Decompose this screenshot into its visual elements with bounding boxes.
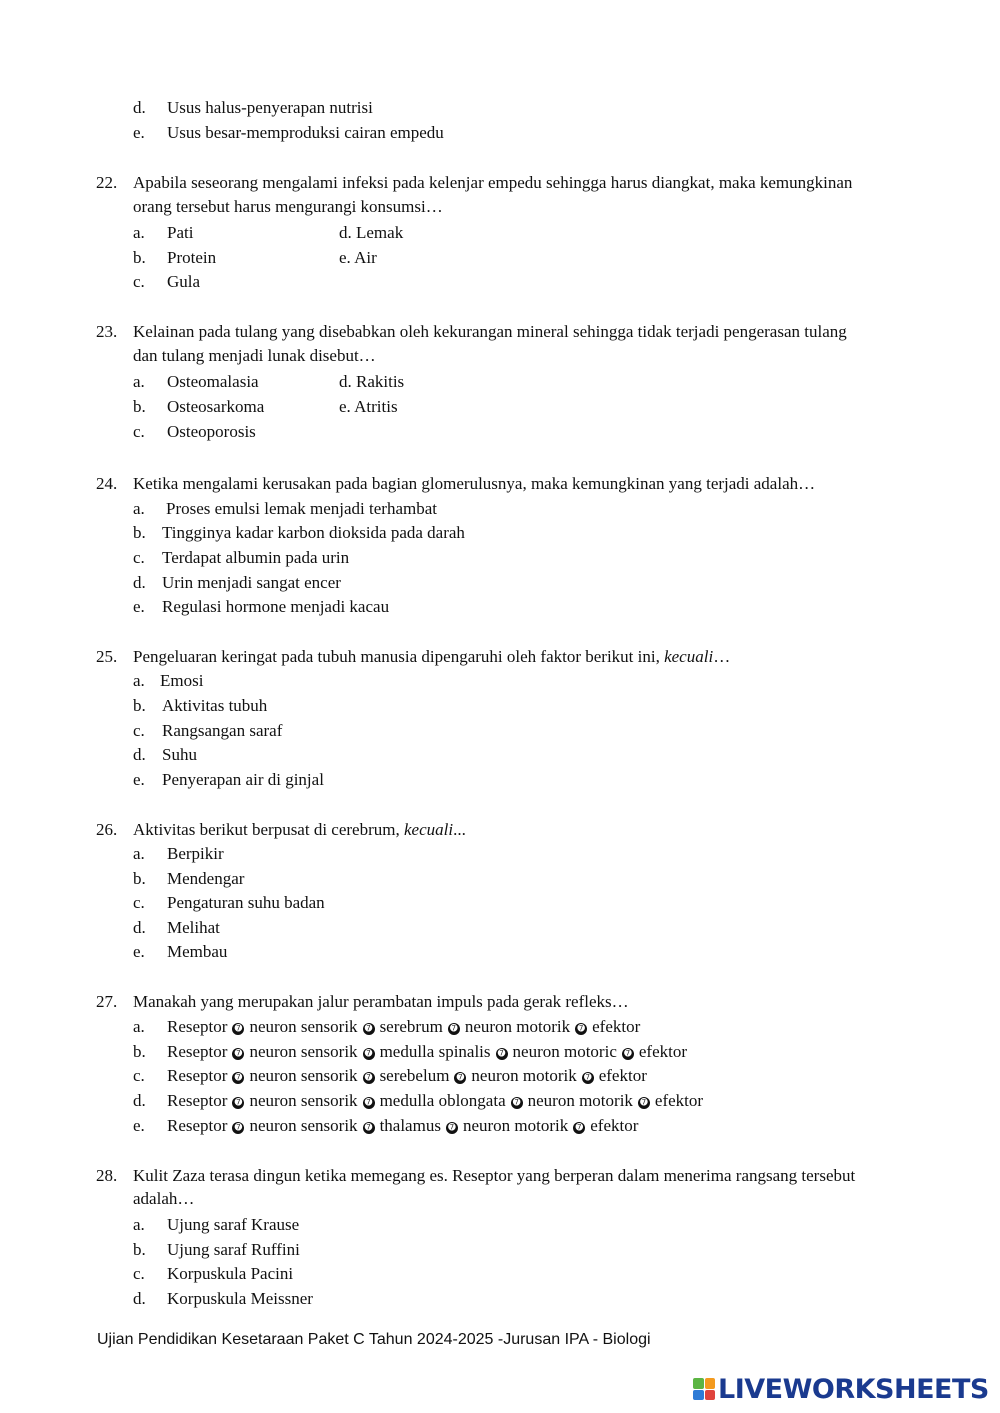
pathway-step: neuron motoric [512,1042,617,1061]
option-text [167,1017,640,1037]
option-text: Terdapat albumin pada urin [162,548,350,567]
pathway-step: serebrum [379,1017,443,1036]
option-letter: e. [133,770,145,789]
option-letter: c. [133,422,145,441]
arrow-icon: ➐ [232,1122,244,1134]
liveworksheets-brand[interactable] [693,1374,989,1404]
option-text: Ujung saraf Ruffini [167,1240,300,1259]
question-number: 27. [96,992,118,1011]
option-text: Korpuskula Pacini [167,1264,294,1283]
arrow-icon: ➐ [232,1023,244,1035]
pathway-step: neuron sensorik [249,1042,358,1061]
option-letter: c. [133,272,145,291]
question-text: orang tersebut harus mengurangi konsumsi… [133,197,443,216]
option-text [167,1042,687,1062]
option-letter: c. [133,893,145,912]
question-text: adalah… [133,1189,195,1208]
option-letter: d. [133,1091,146,1110]
pathway-step: neuron motorik [464,1017,571,1036]
question-text: Apabila seseorang mengalami infeksi pada kelenjar empedu sehingga harus diangkat, maka kemungkinan [133,173,853,192]
pathway-step: Reseptor [167,1017,228,1036]
option-text: Urin menjadi sangat encer [162,573,341,592]
option-letter: d. [133,745,146,764]
option-text: Membau [167,942,228,961]
pathway-step: serebelum [379,1066,450,1085]
option-letter: d. [133,573,146,592]
question-text: Kulit Zaza terasa dingun ketika memegang es. Reseptor yang berperan dalam menerima rangsang tersebut [133,1166,856,1185]
arrow-icon: ➐ [363,1023,375,1035]
pathway-step: efektor [590,1116,639,1135]
option-text: Rangsangan saraf [162,721,283,740]
option-letter: e. [133,1116,145,1135]
option-letter: b. [133,1240,146,1259]
pathway-step: neuron sensorik [249,1091,358,1110]
option-letter: b. [133,523,146,542]
option-text: d. Lemak [339,223,404,242]
arrow-icon: ➐ [496,1048,508,1060]
option-letter: d. [133,98,146,117]
option-letter: a. [133,1215,145,1234]
arrow-icon: ➐ [511,1097,523,1109]
arrow-icon: ➐ [446,1122,458,1134]
question-number: 24. [96,474,118,493]
pathway-step: efektor [592,1017,641,1036]
option-letter: e. [133,942,145,961]
option-text: Penyerapan air di ginjal [162,770,324,789]
option-text: Ujung saraf Krause [167,1215,300,1234]
option-text: Osteosarkoma [167,397,265,416]
question-emphasis: kecuali [403,820,454,839]
arrow-icon: ➐ [573,1122,585,1134]
question-text: dan tulang menjadi lunak disebut… [133,346,376,365]
question-number: 22. [96,173,118,192]
pathway-step: Reseptor [167,1042,228,1061]
option-letter: e. [133,597,145,616]
pathway-step: neuron sensorik [249,1017,358,1036]
arrow-icon: ➐ [363,1097,375,1109]
option-text: Melihat [167,918,220,937]
question-number: 25. [96,647,118,666]
arrow-icon: ➐ [232,1097,244,1109]
option-letter: c. [133,1066,145,1085]
option-letter: a. [133,223,145,242]
question-text: Ketika mengalami kerusakan pada bagian glomerulusnya, maka kemungkinan yang terjadi adalah… [133,474,816,493]
option-text: Proses emulsi lemak menjadi terhambat [166,499,437,518]
pathway-step: Reseptor [167,1116,228,1135]
option-text: Gula [167,272,201,291]
option-text: Osteoporosis [167,422,256,441]
option-letter: d. [133,1289,146,1308]
arrow-icon: ➐ [448,1023,460,1035]
option-letter: a. [133,372,145,391]
arrow-icon: ➐ [232,1072,244,1084]
option-letter: a. [133,844,145,863]
pathway-step: Reseptor [167,1091,228,1110]
option-letter: b. [133,696,146,715]
option-letter: b. [133,248,146,267]
option-text: Tingginya kadar karbon dioksida pada darah [162,523,465,542]
option-text [167,1066,647,1086]
option-text: Usus besar-memproduksi cairan empedu [167,123,444,142]
option-text: Suhu [162,745,197,764]
question-text: Pengeluaran keringat pada tubuh manusia dipengaruhi oleh faktor berikut ini, kecuali… [133,647,731,666]
option-text: Osteomalasia [167,372,259,391]
option-text: Korpuskula Meissner [167,1289,313,1308]
pathway-step: neuron motorik [527,1091,633,1110]
option-text: Berpikir [167,844,224,863]
pathway-step: efektor [654,1091,704,1110]
liveworksheets-logo-icon [693,1378,715,1400]
brand-name: LIVEWORKSHEETS [718,1373,989,1405]
option-letter: a. [133,499,145,518]
option-text: e. Atritis [339,397,398,416]
question-number: 26. [96,820,118,839]
arrow-icon: ➐ [363,1122,375,1134]
pathway-step: thalamus [379,1116,441,1135]
option-letter: c. [133,548,145,567]
option-letter: b. [133,397,146,416]
question-text: Kelainan pada tulang yang disebabkan oleh kekurangan mineral sehingga tidak terjadi pengerasan tulang [133,322,847,341]
option-text: Regulasi hormone menjadi kacau [162,597,390,616]
pathway-step: efektor [638,1042,688,1061]
option-text [167,1116,638,1136]
pathway-step: medulla spinalis [379,1042,491,1061]
question-number: 23. [96,322,118,341]
question-emphasis: kecuali [664,647,714,666]
arrow-icon: ➐ [232,1048,244,1060]
pathway-step: neuron sensorik [249,1066,358,1085]
arrow-icon: ➐ [363,1048,375,1060]
question-text: Aktivitas berikut berpusat di cerebrum, kecuali... [133,820,466,839]
option-letter: c. [133,1264,145,1283]
pathway-step: efektor [598,1066,647,1085]
option-text: Aktivitas tubuh [162,696,268,715]
option-text: Pati [167,223,194,242]
option-text: Emosi [160,671,204,690]
arrow-icon: ➐ [582,1072,594,1084]
option-letter: b. [133,1042,146,1061]
pathway-step: neuron motorik [471,1066,577,1085]
option-text: e. Air [339,248,377,267]
option-text: d. Rakitis [339,372,405,391]
pathway-step: neuron sensorik [249,1116,358,1135]
option-text: Mendengar [167,869,245,888]
option-text: Usus halus-penyerapan nutrisi [167,98,373,117]
page-footer: Ujian Pendidikan Kesetaraan Paket C Tahun 2024-2025 -Jurusan IPA - Biologi [97,1331,651,1348]
option-text: Pengaturan suhu badan [167,893,325,912]
arrow-icon: ➐ [363,1072,375,1084]
pathway-step: neuron motorik [462,1116,569,1135]
arrow-icon: ➐ [454,1072,466,1084]
option-letter: a. [133,1017,145,1036]
option-letter: b. [133,869,146,888]
option-text: Protein [167,248,217,267]
question-number: 28. [96,1166,118,1185]
option-letter: d. [133,918,146,937]
option-letter: c. [133,721,145,740]
arrow-icon: ➐ [575,1023,587,1035]
option-letter: a. [133,671,145,690]
arrow-icon: ➐ [622,1048,634,1060]
option-text [167,1091,703,1111]
option-letter: e. [133,123,145,142]
pathway-step: medulla oblongata [379,1091,506,1110]
arrow-icon: ➐ [638,1097,650,1109]
pathway-step: Reseptor [167,1066,228,1085]
question-text: Manakah yang merupakan jalur perambatan impuls pada gerak refleks… [133,992,629,1011]
